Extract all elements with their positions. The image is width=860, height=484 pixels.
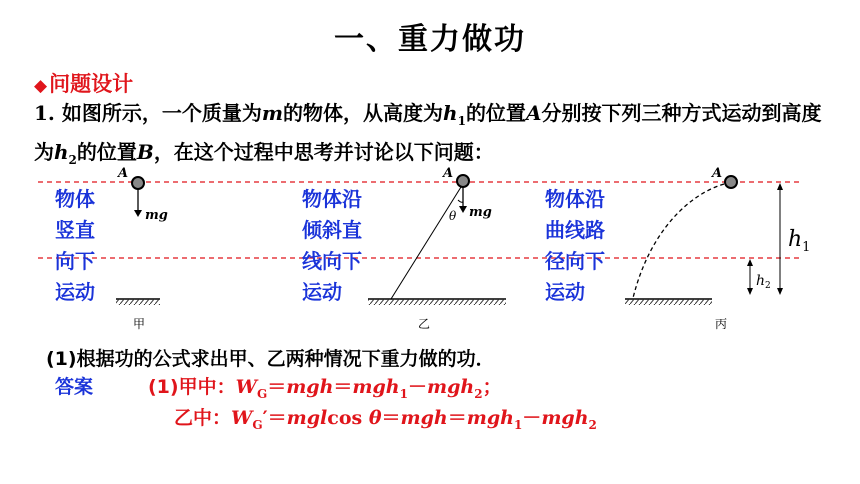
panel-bing-description — [545, 184, 605, 308]
question-part: 的位置 — [465, 101, 526, 125]
curved-path — [633, 184, 724, 298]
formula-term: mgh — [541, 407, 589, 429]
equals-sign: ＝ — [333, 376, 353, 398]
panel-yi-description — [302, 184, 362, 308]
description-line: 向下 — [55, 249, 95, 273]
ball — [725, 176, 737, 188]
panel-bing — [625, 166, 737, 305]
prime-symbol: ′ — [262, 407, 268, 429]
description-line: 物体沿 — [545, 187, 605, 211]
ball — [132, 177, 144, 189]
arrow-down-icon — [459, 206, 467, 213]
caption-bing: 丙 — [715, 317, 728, 331]
section-heading — [34, 68, 133, 98]
description-line: 竖直 — [55, 218, 95, 242]
caption-yi: 乙 — [418, 317, 431, 331]
label-h2: $h_2$ — [756, 273, 771, 291]
description-line: 运动 — [55, 280, 95, 304]
angle-arc — [458, 200, 463, 202]
description-line: 线向下 — [302, 249, 362, 273]
arrow-down-icon — [777, 288, 783, 295]
subscript: G — [252, 417, 263, 432]
answer-line-1 — [148, 372, 502, 401]
diamond-icon: ◆ — [34, 76, 48, 96]
formula-term: mgl — [286, 407, 328, 429]
description-line: 物体 — [55, 187, 95, 211]
question-part: 的物体，从高度为 — [283, 101, 444, 125]
formula-term: mgh — [352, 376, 400, 398]
label-mg: mg — [469, 205, 492, 220]
ball — [457, 175, 469, 187]
minus-sign: － — [522, 407, 542, 429]
question-part: 的位置 — [76, 140, 137, 164]
panel-jia-description — [55, 184, 95, 308]
label-a: A — [712, 166, 723, 181]
label-a: A — [118, 166, 129, 181]
subscript: G — [256, 386, 268, 401]
description-line: 曲线路 — [545, 218, 605, 242]
formula-term: mgh — [286, 376, 334, 398]
arrow-up-icon — [747, 259, 753, 266]
equals-sign: ＝ — [447, 407, 467, 429]
minus-sign: － — [407, 376, 427, 398]
description-line: 径向下 — [545, 249, 605, 273]
panel-yi — [368, 166, 506, 305]
description-line: 物体沿 — [302, 187, 362, 211]
formula-term: mgh — [466, 407, 514, 429]
work-symbol: W — [235, 376, 257, 398]
point-a-symbol: A — [525, 101, 542, 125]
subscript: 2 — [588, 417, 597, 432]
description-line: 运动 — [545, 280, 585, 304]
description-line: 运动 — [302, 280, 342, 304]
equals-sign: ＝ — [267, 376, 287, 398]
panel-jia — [116, 166, 168, 305]
height-symbol: h — [54, 140, 69, 164]
label-a: A — [443, 166, 454, 181]
answer-prefix: (1)甲中： — [148, 376, 236, 398]
label-theta: θ — [449, 209, 457, 223]
arrow-down-icon — [134, 210, 142, 217]
h2-dimension — [747, 259, 771, 295]
question-number: 1. — [34, 101, 55, 125]
equals-sign: ＝ — [267, 407, 287, 429]
question-part: 如图所示，一个质量为 — [54, 101, 262, 125]
cos-function: cos — [327, 407, 369, 429]
label-mg: mg — [145, 208, 168, 223]
label-h1: $h_1$ — [788, 227, 811, 255]
incline-line — [391, 187, 461, 299]
height-symbol: h — [443, 101, 458, 125]
answer-prefix: 乙中： — [174, 407, 232, 429]
mass-symbol: m — [261, 101, 284, 125]
section-label: 问题设计 — [49, 72, 134, 96]
motion-figure — [0, 160, 860, 340]
answer-line-2 — [174, 403, 597, 432]
caption-jia: 甲 — [133, 317, 146, 331]
description-line: 倾斜直 — [302, 218, 362, 242]
equals-sign: ＝ — [381, 407, 401, 429]
work-symbol: W — [231, 407, 253, 429]
formula-term: mgh — [427, 376, 475, 398]
point-b-symbol: B — [136, 140, 154, 164]
answer-label: 答案 — [55, 376, 94, 398]
page-title: 一、重力做功 — [334, 22, 526, 57]
h1-dimension — [777, 183, 810, 295]
arrow-down-icon — [747, 288, 753, 295]
subscript: 1 — [399, 386, 408, 401]
subscript: 1 — [513, 417, 523, 432]
subscript: 1 — [457, 114, 466, 128]
question-part: ，在这个过程中思考并讨论以下问题： — [153, 140, 494, 164]
question-part: 分别按下列三种方式运动到高度为 — [34, 101, 822, 164]
arrow-up-icon — [777, 183, 783, 190]
punctuation: ； — [482, 376, 502, 398]
sub-question: (1)根据功的公式求出甲、乙两种情况下重力做的功． — [46, 348, 495, 370]
formula-term: mgh — [400, 407, 448, 429]
subscript: 2 — [68, 153, 77, 167]
theta-symbol: θ — [368, 407, 382, 429]
subscript: 2 — [474, 386, 483, 401]
